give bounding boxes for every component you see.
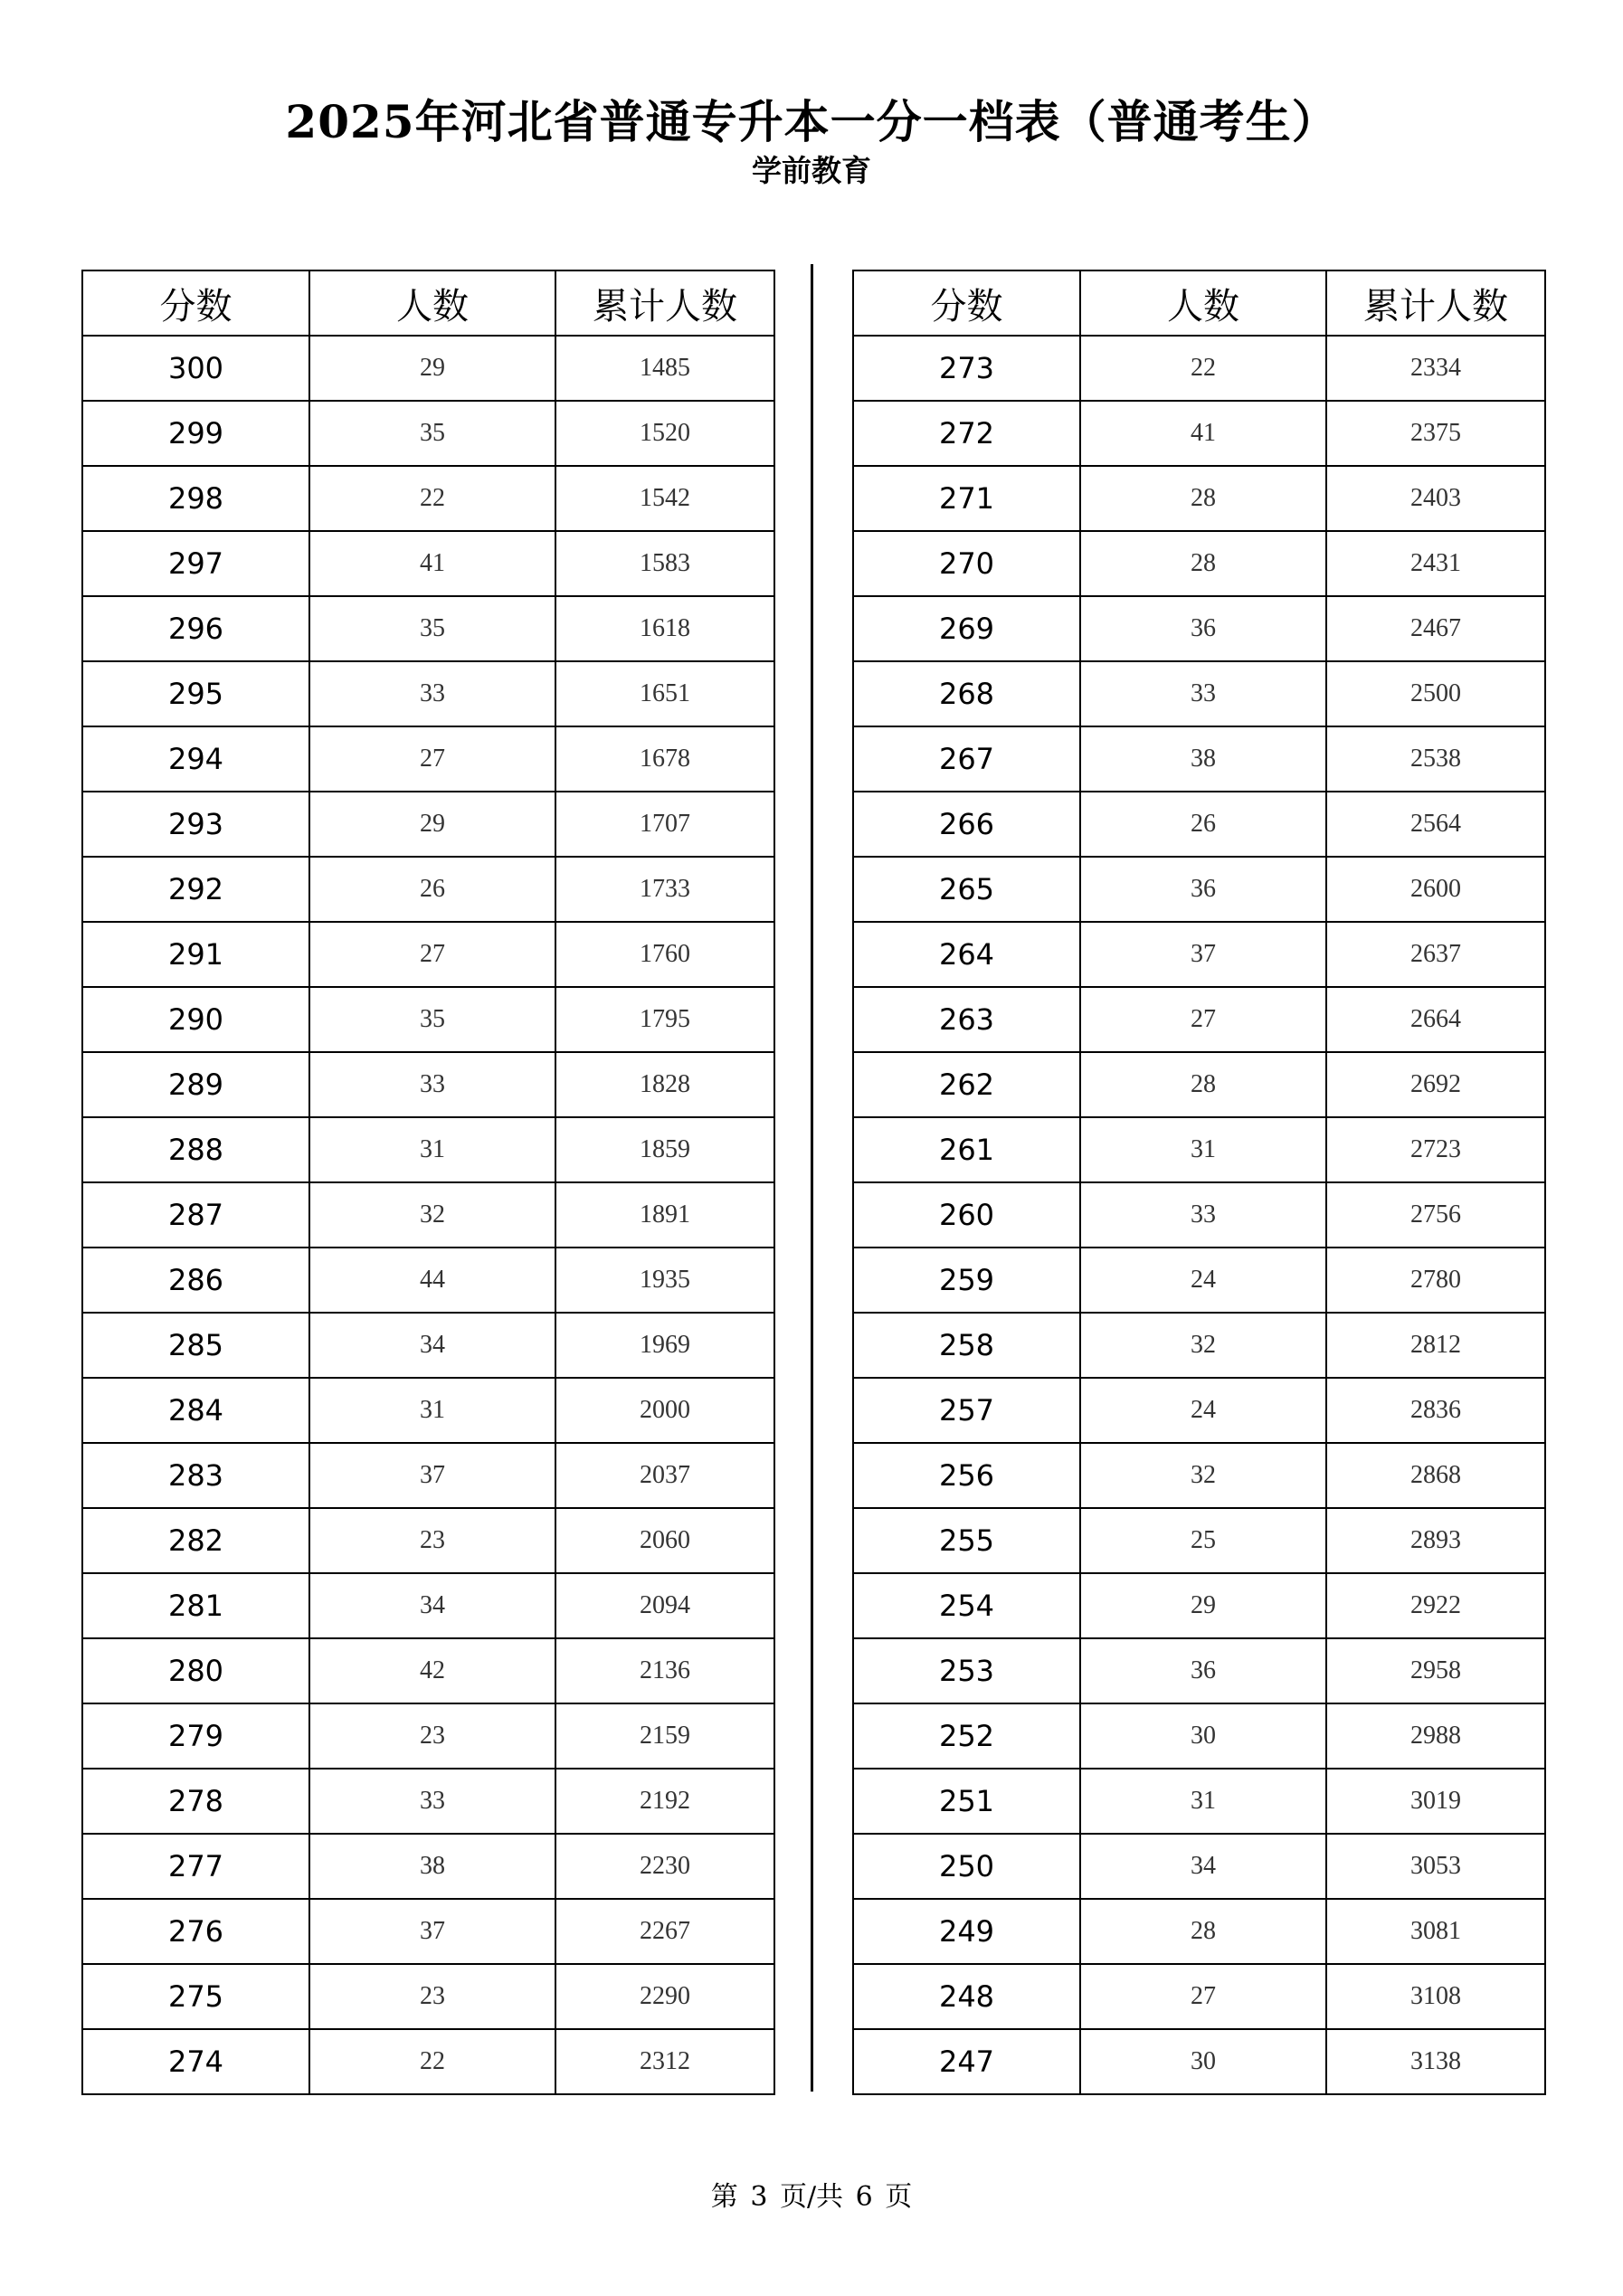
count-cell: 27 [309,726,555,792]
score-cell: 288 [82,1117,309,1182]
count-cell: 22 [309,2029,555,2094]
cumulative-cell: 2664 [1326,987,1545,1052]
score-cell: 298 [82,466,309,531]
table-row [82,1117,774,1182]
cumulative-cell: 2538 [1326,726,1545,792]
table-row [853,531,1545,596]
count-cell: 34 [1080,1834,1326,1899]
table-row [853,596,1545,661]
score-cell: 272 [853,401,1080,466]
count-cell: 33 [309,1052,555,1117]
cumulative-cell: 2375 [1326,401,1545,466]
table-row [853,1117,1545,1182]
cumulative-cell: 1542 [555,466,774,531]
page-number: 第 3 页/共 6 页 [710,2181,913,2213]
count-cell: 36 [1080,596,1326,661]
score-cell: 275 [82,1964,309,2029]
score-cell: 262 [853,1052,1080,1117]
score-cell: 266 [853,792,1080,857]
score-cell: 260 [853,1182,1080,1248]
table-row [853,401,1545,466]
table-row [853,922,1545,987]
score-cell: 280 [82,1638,309,1703]
count-cell: 31 [1080,1117,1326,1182]
score-cell: 289 [82,1052,309,1117]
score-cell: 254 [853,1573,1080,1638]
table-row [853,466,1545,531]
score-cell: 252 [853,1703,1080,1769]
column-header-cumulative: 累计人数 [555,270,774,336]
cumulative-cell: 3019 [1326,1769,1545,1834]
cumulative-cell: 1618 [555,596,774,661]
cumulative-cell: 2780 [1326,1248,1545,1313]
score-cell: 265 [853,857,1080,922]
table-row [82,1638,774,1703]
cumulative-cell: 1935 [555,1248,774,1313]
cumulative-cell: 2403 [1326,466,1545,531]
cumulative-cell: 2500 [1326,661,1545,726]
score-cell: 294 [82,726,309,792]
table-row [853,1313,1545,1378]
score-cell: 261 [853,1117,1080,1182]
table-row [853,1964,1545,2029]
count-cell: 38 [1080,726,1326,792]
score-cell: 257 [853,1378,1080,1443]
column-header-score: 分数 [82,270,309,336]
score-cell: 287 [82,1182,309,1248]
cumulative-cell: 2000 [555,1378,774,1443]
count-cell: 28 [1080,466,1326,531]
table-row [82,922,774,987]
table-row [853,1703,1545,1769]
column-header-cumulative: 累计人数 [1326,270,1545,336]
cumulative-cell: 2958 [1326,1638,1545,1703]
page-title: 2025年河北省普通专升本一分一档表（普通考生） [285,95,1338,148]
count-cell: 37 [1080,922,1326,987]
table-row [82,531,774,596]
score-cell: 286 [82,1248,309,1313]
table-row [82,1248,774,1313]
cumulative-cell: 2868 [1326,1443,1545,1508]
count-cell: 27 [309,922,555,987]
cumulative-cell: 1859 [555,1117,774,1182]
cumulative-cell: 2230 [555,1834,774,1899]
score-cell: 278 [82,1769,309,1834]
score-cell: 296 [82,596,309,661]
count-cell: 26 [1080,792,1326,857]
cumulative-cell: 1651 [555,661,774,726]
cumulative-cell: 3138 [1326,2029,1545,2094]
count-cell: 29 [309,792,555,857]
score-cell: 248 [853,1964,1080,2029]
count-cell: 28 [1080,1052,1326,1117]
table-row [82,1573,774,1638]
count-cell: 35 [309,987,555,1052]
table-row [853,336,1545,401]
cumulative-cell: 2431 [1326,531,1545,596]
score-cell: 284 [82,1378,309,1443]
count-cell: 33 [309,661,555,726]
table-row [853,1182,1545,1248]
score-cell: 271 [853,466,1080,531]
column-header-count: 人数 [309,270,555,336]
cumulative-cell: 2922 [1326,1573,1545,1638]
cumulative-cell: 2893 [1326,1508,1545,1573]
table-row [853,857,1545,922]
cumulative-cell: 2159 [555,1703,774,1769]
count-cell: 36 [1080,1638,1326,1703]
count-cell: 42 [309,1638,555,1703]
page-subtitle: 学前教育 [752,153,871,188]
score-cell: 285 [82,1313,309,1378]
score-cell: 253 [853,1638,1080,1703]
table-row [82,596,774,661]
cumulative-cell: 1795 [555,987,774,1052]
cumulative-cell: 2637 [1326,922,1545,987]
count-cell: 34 [309,1573,555,1638]
cumulative-cell: 2467 [1326,596,1545,661]
table-row [82,1834,774,1899]
count-cell: 36 [1080,857,1326,922]
count-cell: 32 [309,1182,555,1248]
score-cell: 268 [853,661,1080,726]
score-cell: 282 [82,1508,309,1573]
score-cell: 273 [853,336,1080,401]
count-cell: 30 [1080,2029,1326,2094]
count-cell: 30 [1080,1703,1326,1769]
score-table-right [852,270,1546,2095]
table-row [82,1182,774,1248]
score-cell: 269 [853,596,1080,661]
score-cell: 264 [853,922,1080,987]
cumulative-cell: 3081 [1326,1899,1545,1964]
cumulative-cell: 1969 [555,1313,774,1378]
count-cell: 28 [1080,531,1326,596]
count-cell: 22 [1080,336,1326,401]
score-table-left-body [82,336,774,2094]
score-cell: 291 [82,922,309,987]
table-row [853,1834,1545,1899]
table-row [853,1378,1545,1443]
count-cell: 27 [1080,987,1326,1052]
table-row [82,1769,774,1834]
table-header-row [853,270,1545,336]
count-cell: 24 [1080,1248,1326,1313]
table-row [82,1899,774,1964]
table-row [82,466,774,531]
score-cell: 263 [853,987,1080,1052]
score-table-left [81,270,775,2095]
cumulative-cell: 2836 [1326,1378,1545,1443]
cumulative-cell: 3108 [1326,1964,1545,2029]
score-cell: 247 [853,2029,1080,2094]
cumulative-cell: 1707 [555,792,774,857]
cumulative-cell: 2812 [1326,1313,1545,1378]
count-cell: 27 [1080,1964,1326,2029]
table-row [853,1899,1545,1964]
count-cell: 32 [1080,1313,1326,1378]
cumulative-cell: 2988 [1326,1703,1545,1769]
table-row [82,1052,774,1117]
table-row [82,661,774,726]
score-cell: 279 [82,1703,309,1769]
cumulative-cell: 1485 [555,336,774,401]
count-cell: 41 [309,531,555,596]
table-row [82,401,774,466]
cumulative-cell: 2312 [555,2029,774,2094]
count-cell: 34 [309,1313,555,1378]
count-cell: 22 [309,466,555,531]
count-cell: 31 [309,1378,555,1443]
cumulative-cell: 3053 [1326,1834,1545,1899]
count-cell: 35 [309,401,555,466]
table-row [82,1313,774,1378]
score-cell: 270 [853,531,1080,596]
score-cell: 276 [82,1899,309,1964]
count-cell: 33 [1080,1182,1326,1248]
table-row [853,1443,1545,1508]
score-cell: 293 [82,792,309,857]
score-cell: 274 [82,2029,309,2094]
score-cell: 300 [82,336,309,401]
score-table-right-body [853,336,1545,2094]
table-row [82,2029,774,2094]
cumulative-cell: 1760 [555,922,774,987]
count-cell: 35 [309,596,555,661]
count-cell: 31 [309,1117,555,1182]
cumulative-cell: 1828 [555,1052,774,1117]
cumulative-cell: 2564 [1326,792,1545,857]
table-row [82,336,774,401]
table-row [82,726,774,792]
table-row [853,1248,1545,1313]
count-cell: 29 [1080,1573,1326,1638]
cumulative-cell: 1520 [555,401,774,466]
count-cell: 23 [309,1508,555,1573]
table-row [82,857,774,922]
table-row [853,792,1545,857]
table-row [853,1769,1545,1834]
score-cell: 297 [82,531,309,596]
cumulative-cell: 2334 [1326,336,1545,401]
table-row [82,1964,774,2029]
count-cell: 37 [309,1899,555,1964]
cumulative-cell: 2756 [1326,1182,1545,1248]
table-row [82,987,774,1052]
score-cell: 290 [82,987,309,1052]
count-cell: 44 [309,1248,555,1313]
table-row [853,2029,1545,2094]
table-row [853,987,1545,1052]
table-row [853,1508,1545,1573]
cumulative-cell: 2723 [1326,1117,1545,1182]
score-cell: 292 [82,857,309,922]
score-cell: 258 [853,1313,1080,1378]
count-cell: 23 [309,1703,555,1769]
table-row [82,1508,774,1573]
cumulative-cell: 2267 [555,1899,774,1964]
column-divider [811,264,813,2092]
table-row [853,661,1545,726]
count-cell: 32 [1080,1443,1326,1508]
table-row [853,1638,1545,1703]
count-cell: 31 [1080,1769,1326,1834]
cumulative-cell: 2600 [1326,857,1545,922]
table-header-row [82,270,774,336]
cumulative-cell: 2192 [555,1769,774,1834]
score-cell: 249 [853,1899,1080,1964]
score-cell: 259 [853,1248,1080,1313]
table-row [853,726,1545,792]
count-cell: 33 [309,1769,555,1834]
table-row [82,1378,774,1443]
score-cell: 250 [853,1834,1080,1899]
table-row [853,1052,1545,1117]
score-cell: 267 [853,726,1080,792]
count-cell: 29 [309,336,555,401]
table-row [853,1573,1545,1638]
count-cell: 26 [309,857,555,922]
cumulative-cell: 2094 [555,1573,774,1638]
cumulative-cell: 1891 [555,1182,774,1248]
column-header-count: 人数 [1080,270,1326,336]
table-row [82,792,774,857]
score-cell: 281 [82,1573,309,1638]
count-cell: 23 [309,1964,555,2029]
cumulative-cell: 1583 [555,531,774,596]
table-row [82,1443,774,1508]
count-cell: 24 [1080,1378,1326,1443]
score-cell: 255 [853,1508,1080,1573]
column-header-score: 分数 [853,270,1080,336]
count-cell: 37 [309,1443,555,1508]
score-cell: 299 [82,401,309,466]
table-row [82,1703,774,1769]
cumulative-cell: 2136 [555,1638,774,1703]
cumulative-cell: 1733 [555,857,774,922]
count-cell: 25 [1080,1508,1326,1573]
count-cell: 28 [1080,1899,1326,1964]
cumulative-cell: 2060 [555,1508,774,1573]
score-cell: 283 [82,1443,309,1508]
score-cell: 256 [853,1443,1080,1508]
cumulative-cell: 2290 [555,1964,774,2029]
cumulative-cell: 2037 [555,1443,774,1508]
count-cell: 38 [309,1834,555,1899]
count-cell: 41 [1080,401,1326,466]
cumulative-cell: 1678 [555,726,774,792]
score-cell: 295 [82,661,309,726]
cumulative-cell: 2692 [1326,1052,1545,1117]
score-cell: 251 [853,1769,1080,1834]
count-cell: 33 [1080,661,1326,726]
score-cell: 277 [82,1834,309,1899]
